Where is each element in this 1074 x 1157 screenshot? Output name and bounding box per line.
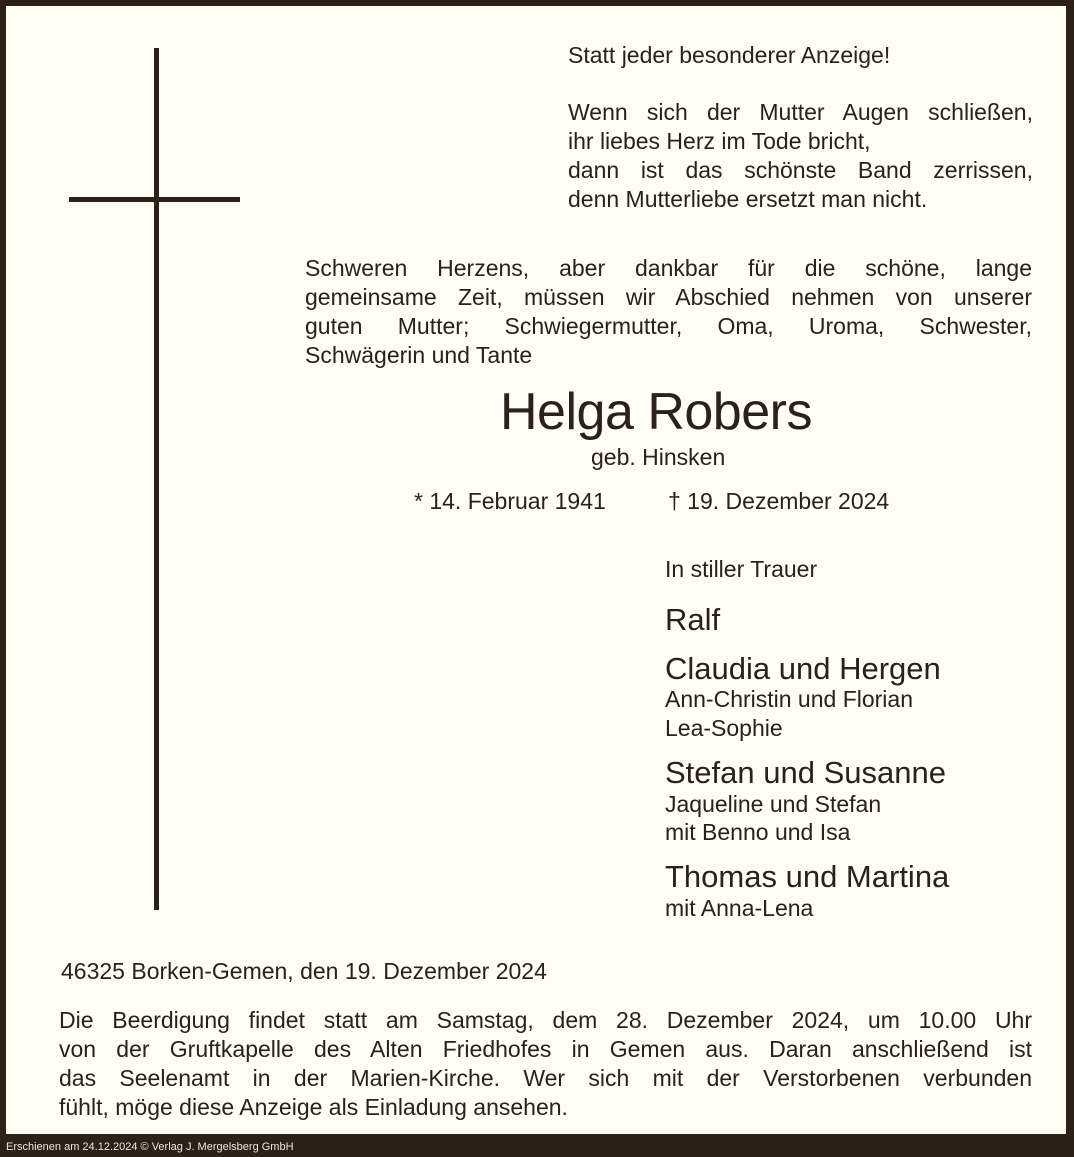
family-member-sub: Jaqueline und Stefan xyxy=(665,791,882,817)
intro-line: gemeinsame Zeit, müssen wir Abschied nehmen von unserer xyxy=(305,284,1032,310)
family-member: Thomas und Martina xyxy=(665,859,950,894)
publication-footer: Erschienen am 24.12.2024 © Verlag J. Mergelsberg GmbH xyxy=(6,1141,294,1153)
intro-line: guten Mutter; Schwiegermutter, Oma, Uroma, Schwester, xyxy=(305,313,1032,339)
poem-line: denn Mutterliebe ersetzt man nicht. xyxy=(568,186,928,212)
intro-line: Schweren Herzens, aber dankbar für die schöne, lange xyxy=(305,255,1032,281)
intro-line: Schwägerin und Tante xyxy=(305,342,533,368)
poem xyxy=(568,98,1033,214)
intro-text xyxy=(305,254,1032,370)
family-member-sub: Ann-Christin und Florian xyxy=(665,686,914,712)
death-date: † 19. Dezember 2024 xyxy=(668,488,890,514)
mourning-line: In stiller Trauer xyxy=(665,556,818,582)
notice-heading: Statt jeder besonderer Anzeige! xyxy=(568,42,891,68)
poem-line: dann ist das schönste Band zerrissen, xyxy=(568,157,1033,183)
place-date: 46325 Borken-Gemen, den 19. Dezember 2024 xyxy=(61,958,547,984)
family-member: Ralf xyxy=(665,602,721,637)
cross-horizontal-bar xyxy=(69,197,240,202)
deceased-name: Helga Robers xyxy=(500,383,812,441)
obituary-notice xyxy=(6,6,1066,1134)
cross-vertical-bar xyxy=(154,48,159,910)
family-member-sub: Lea-Sophie xyxy=(665,715,783,741)
funeral-line: Die Beerdigung findet statt am Samstag, dem 28. Dezember 2024, um 10.00 Uhr xyxy=(59,1007,1032,1033)
birth-name: geb. Hinsken xyxy=(591,444,726,470)
funeral-line: von der Gruftkapelle des Alten Friedhofes in Gemen aus. Daran anschließend ist xyxy=(59,1036,1032,1062)
family-member-sub: mit Anna-Lena xyxy=(665,895,814,921)
family-member: Claudia und Hergen xyxy=(665,651,941,686)
family-member-sub: mit Benno und Isa xyxy=(665,819,851,845)
funeral-line: fühlt, möge diese Anzeige als Einladung ansehen. xyxy=(59,1094,568,1120)
poem-line: ihr liebes Herz im Tode bricht, xyxy=(568,128,871,154)
birth-date: * 14. Februar 1941 xyxy=(414,488,606,514)
funeral-info xyxy=(59,1006,1032,1122)
funeral-line: das Seelenamt in der Marien-Kirche. Wer sich mit der Verstorbenen verbunden xyxy=(59,1065,1032,1091)
family-member: Stefan und Susanne xyxy=(665,755,946,790)
poem-line: Wenn sich der Mutter Augen schließen, xyxy=(568,99,1033,125)
